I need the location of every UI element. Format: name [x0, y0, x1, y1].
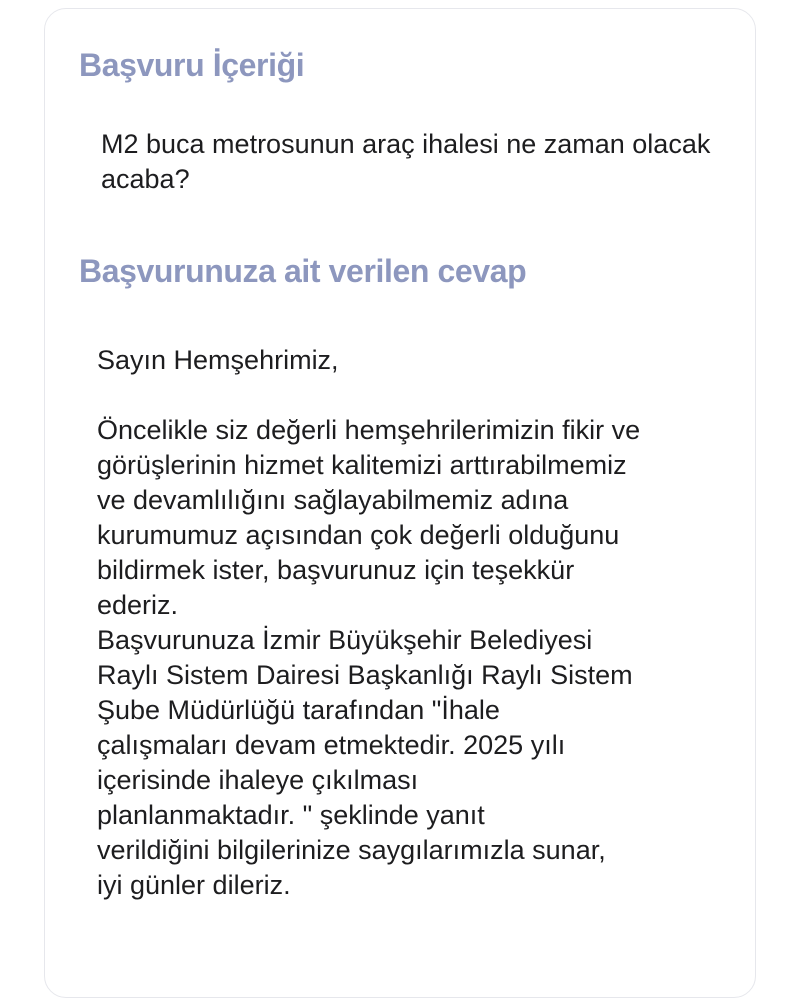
answer-line: ve devamlılığını sağlayabilmemiz adına [97, 485, 569, 515]
question-line: acaba? [101, 164, 190, 194]
answer-text [97, 343, 737, 903]
answer-line: içerisinde ihaleye çıkılması [97, 765, 419, 795]
answer-body [97, 413, 737, 903]
answer-section-title: Başvurunuza ait verilen cevap [79, 253, 527, 289]
answer-line: planlanmaktadır. " şeklinde yanıt [97, 800, 485, 830]
answer-line: çalışmaları devam etmektedir. 2025 yılı [97, 730, 566, 760]
application-card [44, 8, 756, 998]
answer-line: ederiz. [97, 590, 179, 620]
answer-line: Raylı Sistem Dairesi Başkanlığı Raylı Sistem [97, 660, 633, 690]
application-content-title: Başvuru İçeriği [79, 47, 305, 83]
answer-line: verildiğini bilgilerinize saygılarımızla sunar, [97, 835, 606, 865]
answer-line: Şube Müdürlüğü tarafından "İhale [97, 695, 500, 725]
application-question-text [101, 127, 741, 197]
answer-line: Başvurunuza İzmir Büyükşehir Belediyesi [97, 625, 593, 655]
answer-line: kurumumuz açısından çok değerli olduğunu [97, 520, 620, 550]
answer-line: bildirmek ister, başvurunuz için teşekkür [97, 555, 575, 585]
answer-greeting: Sayın Hemşehrimiz, [97, 345, 339, 375]
answer-line: Öncelikle siz değerli hemşehrilerimizin fikir ve [97, 415, 641, 445]
answer-line: iyi günler dileriz. [97, 870, 291, 900]
question-line: M2 buca metrosunun araç ihalesi ne zaman olacak [101, 129, 711, 159]
answer-line: görüşlerinin hizmet kalitemizi arttırabilmemiz [97, 450, 627, 480]
